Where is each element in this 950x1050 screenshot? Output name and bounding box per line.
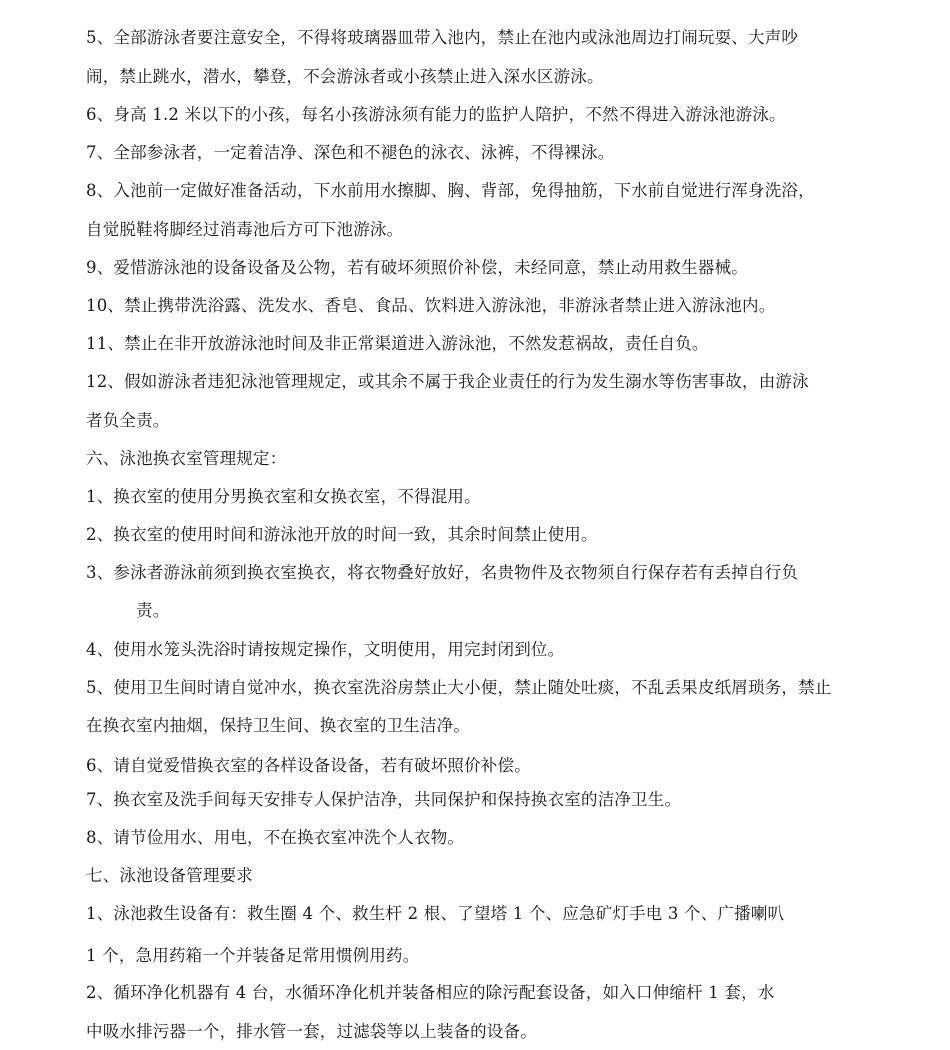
- locker-rule-2: 2、换衣室的使用时间和游泳池开放的时间一致，其余时间禁止使用。: [86, 525, 598, 544]
- rule-6: 6、身高 1.2 米以下的小孩，每名小孩游泳须有能力的监护人陪护，不然不得进入游泳池游泳。: [86, 105, 786, 124]
- rule-5-line-2: 闹，禁止跳水，潜水，攀登，不会游泳者或小孩禁止进入深水区游泳。: [86, 67, 604, 86]
- equipment-item-2-line-2: 中吸水排污器一个，排水管一套，过滤袋等以上装备的设备。: [86, 1022, 537, 1041]
- locker-rule-4: 4、使用水笼头洗浴时请按规定操作，文明使用，用完封闭到位。: [86, 640, 565, 659]
- locker-rule-7: 7、换衣室及洗手间每天安排专人保护洁净，共同保护和保持换衣室的洁净卫生。: [86, 790, 682, 809]
- locker-rule-8: 8、请节俭用水、用电，不在换衣室冲洗个人衣物。: [86, 828, 465, 847]
- locker-rule-1: 1、换衣室的使用分男换衣室和女换衣室，不得混用。: [86, 487, 481, 506]
- locker-rule-3-line-1: 3、参泳者游泳前须到换衣室换衣，将衣物叠好放好，名贵物件及衣物须自行保存若有丢掉自行负: [86, 563, 799, 582]
- equipment-item-1-line-1: 1、泳池救生设备有：救生圈 4 个、救生杆 2 根、了望塔 1 个、应急矿灯手电 3 个、广播喇叭: [86, 904, 785, 923]
- section-7-heading: 七、泳池设备管理要求: [86, 866, 253, 885]
- rule-12-line-1: 12、假如游泳者违犯泳池管理规定，或其余不属于我企业责任的行为发生溺水等伤害事故，由游泳: [86, 372, 809, 391]
- rule-7: 7、全部参泳者，一定着洁净、深色和不褪色的泳衣、泳裤，不得裸泳。: [86, 143, 615, 162]
- rule-11: 11、禁止在非开放游泳池时间及非正常渠道进入游泳池，不然发惹祸故，责任自负。: [86, 334, 709, 353]
- equipment-item-1-line-2: 1 个，急用药箱一个并装备足常用惯例用药。: [86, 946, 420, 965]
- locker-rule-5-line-2: 在换衣室内抽烟，保持卫生间、换衣室的卫生洁净。: [86, 716, 471, 735]
- section-6-heading: 六、泳池换衣室管理规定：: [86, 449, 287, 468]
- rule-12-line-2: 者负全责。: [86, 411, 170, 430]
- rule-5-line-1: 5、全部游泳者要注意安全，不得将玻璃器皿带入池内，禁止在池内或泳池周边打闹玩耍、大声吵: [86, 28, 799, 47]
- rule-8-line-1: 8、入池前一定做好准备活动，下水前用水擦脚、胸、背部，免得抽筋，下水前自觉进行浑身洗浴，: [86, 181, 815, 200]
- locker-rule-5-line-1: 5、使用卫生间时请自觉冲水，换衣室洗浴房禁止大小便，禁止随处吐痰，不乱丢果皮纸屑琐务，禁止: [86, 678, 832, 697]
- equipment-item-2-line-1: 2、循环净化机器有 4 台，水循环净化机并装备相应的除污配套设备，如入口伸缩杆 1 套，水: [86, 983, 775, 1002]
- rule-8-line-2: 自觉脱鞋将脚经过消毒池后方可下池游泳。: [86, 220, 404, 239]
- locker-rule-3-line-2: 责。: [136, 601, 170, 620]
- rule-10: 10、禁止携带洗浴露、洗发水、香皂、食品、饮料进入游泳池，非游泳者禁止进入游泳池内。: [86, 296, 776, 315]
- rule-9: 9、爱惜游泳池的设备设备及公物，若有破坏须照价补偿，未经同意，禁止动用救生器械。: [86, 258, 748, 277]
- locker-rule-6: 6、请自觉爱惜换衣室的各样设备设备，若有破坏照价补偿。: [86, 756, 531, 775]
